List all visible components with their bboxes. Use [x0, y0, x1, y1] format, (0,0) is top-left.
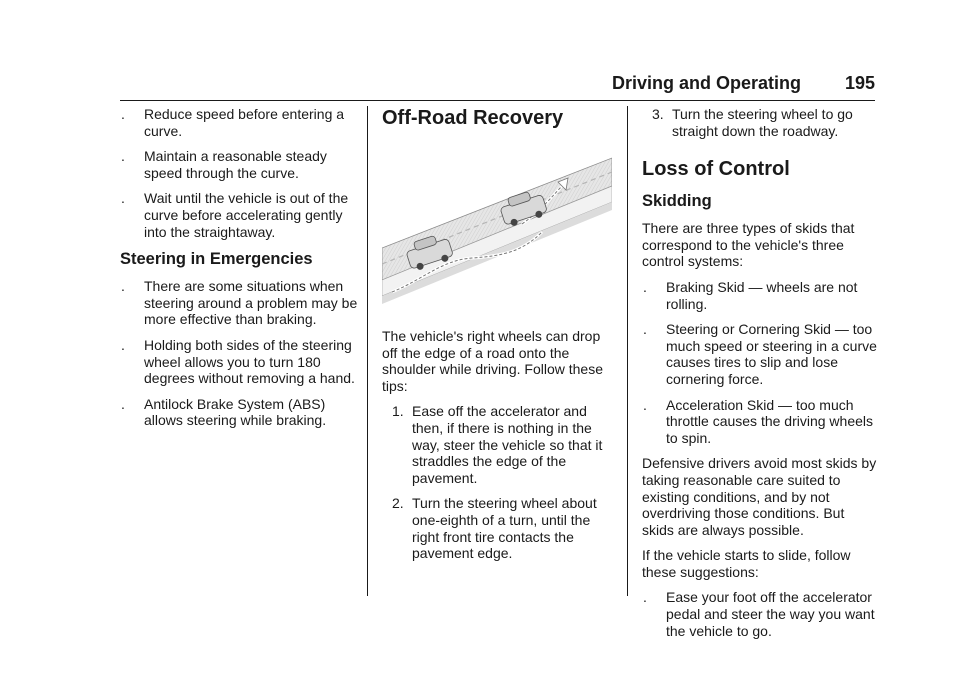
bullet: . [121, 278, 125, 295]
bullet: . [643, 396, 647, 413]
list-item: . Antilock Brake System (ABS) allows steering while braking. [121, 395, 327, 429]
list-item: . Acceleration Skid — too much throttle causes the driving wheels to spin. [643, 396, 873, 446]
bullet: . [643, 321, 647, 338]
paragraph: The vehicle's right wheels can drop off the edge of a road onto the shoulder while driving. Follow these tips: [382, 328, 603, 394]
paragraph: If the vehicle starts to slide, follow these suggestions: [642, 547, 851, 580]
column-middle [382, 106, 612, 571]
bullet: . [121, 190, 125, 207]
subsection-heading: Skidding [642, 192, 712, 211]
step-number: 3. [652, 106, 664, 122]
section-heading: Steering in Emergencies [120, 250, 313, 269]
bullet: . [121, 148, 125, 165]
list-item: 3. Turn the steering wheel to go straight down the roadway. [652, 106, 853, 139]
page-number: 195 [844, 73, 875, 93]
list-item: . Ease your foot off the accelerator pedal and steer the way you want the vehicle to go. [643, 589, 875, 639]
list-item: 1. Ease off the accelerator and then, if there is nothing in the way, steer the vehicle so that it straddles the edge of the pavement. [392, 403, 603, 486]
list-item: . There are some situations when steering around a problem may be more effective than braking. [121, 278, 358, 328]
column-right [642, 106, 877, 648]
section-heading: Loss of Control [642, 158, 790, 181]
paragraph: There are three types of skids that correspond to the vehicle's three control systems: [642, 220, 855, 270]
column-divider [627, 106, 628, 596]
column-divider [367, 106, 368, 596]
column-left [120, 106, 358, 438]
section-heading: Off-Road Recovery [382, 107, 564, 129]
step-number: 2. [392, 495, 404, 512]
bullet: . [643, 278, 647, 295]
section-title: Driving and Operating [611, 73, 801, 93]
step-number: 1. [392, 403, 404, 420]
off-road-recovery-illustration [382, 140, 612, 320]
list-item: . Steering or Cornering Skid — too much speed or steering in a curve causes tires to slip and lose cornering force. [643, 321, 877, 387]
page-header [120, 68, 875, 101]
list-item: 2. Turn the steering wheel about one-eighth of a turn, until the right front tire contacts the pavement edge. [392, 495, 597, 562]
list-item: . Holding both sides of the steering wheel allows you to turn 180 degrees without removing a hand. [121, 336, 355, 387]
bullet: . [121, 395, 125, 412]
list-item: . Braking Skid — wheels are not rolling. [643, 278, 858, 312]
list-item: . Reduce speed before entering a curve. [121, 106, 345, 139]
paragraph: Defensive drivers avoid most skids by taking reasonable care suited to existing conditions, and by not overdriving those conditions. But skids are always possible. [642, 455, 877, 538]
bullet: . [643, 589, 647, 606]
list-item: . Wait until the vehicle is out of the curve before accelerating gently into the straightaway. [121, 190, 349, 240]
list-item: . Maintain a reasonable steady speed through the curve. [121, 148, 327, 181]
bullet: . [121, 336, 125, 353]
bullet: . [121, 106, 125, 122]
